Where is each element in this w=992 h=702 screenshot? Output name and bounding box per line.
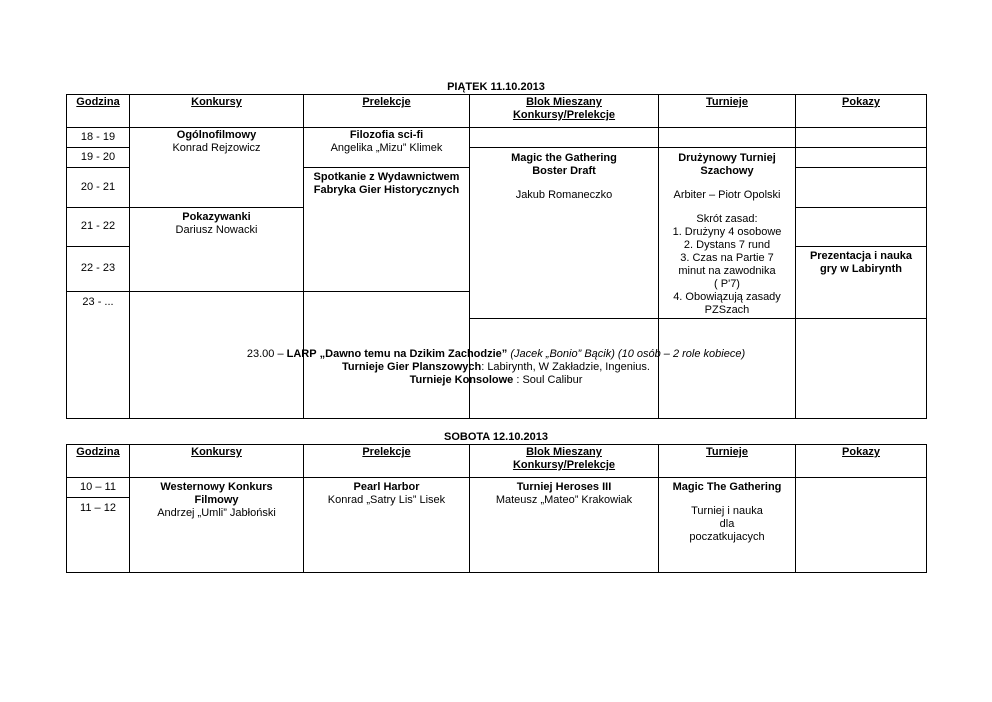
friday-notes bbox=[66, 348, 926, 387]
header-konkursy: Konkursy bbox=[130, 445, 304, 478]
pokazy-empty-cell bbox=[796, 168, 927, 208]
header-prelekcje: Prelekcje bbox=[304, 95, 470, 128]
header-turnieje: Turnieje bbox=[659, 445, 796, 478]
pokazy-empty-cell bbox=[796, 148, 927, 168]
konkurs-pokazywanki: Pokazywanki Dariusz Nowacki bbox=[130, 207, 304, 291]
saturday-schedule-table bbox=[66, 444, 927, 573]
blok-empty-cell bbox=[470, 128, 659, 148]
header-konkursy: Konkursy bbox=[130, 95, 304, 128]
turniej-magic: Magic The Gathering Turniej i nauka dla poczatkujacych bbox=[659, 478, 796, 573]
hour-cell: 22 - 23 bbox=[67, 247, 130, 292]
table-header-row bbox=[67, 445, 927, 478]
turnieje-empty-cell bbox=[659, 128, 796, 148]
header-turnieje: Turnieje bbox=[659, 95, 796, 128]
header-blok-mieszany: Blok Mieszany Konkursy/Prelekcje bbox=[470, 95, 659, 128]
table-row bbox=[67, 478, 927, 498]
header-blok-mieszany: Blok Mieszany Konkursy/Prelekcje bbox=[470, 445, 659, 478]
saturday-title: SOBOTA 12.10.2013 bbox=[444, 431, 548, 443]
header-pokazy: Pokazy bbox=[796, 445, 927, 478]
hour-cell: 19 - 20 bbox=[67, 148, 130, 168]
table-row bbox=[67, 128, 927, 148]
friday-title: PIĄTEK 11.10.2013 bbox=[447, 81, 545, 93]
header-godzina: Godzina bbox=[67, 95, 130, 128]
planszowe-note: Turnieje Gier Planszowych: Labirynth, W Zakładzie, Ingenius. bbox=[342, 361, 650, 373]
header-prelekcje: Prelekcje bbox=[304, 445, 470, 478]
konkurs-ogolnofilmowy: Ogólnofilmowy Konrad Rejzowicz bbox=[130, 128, 304, 208]
prelekcja-filozofia: Filozofia sci-fi Angelika „Mizu” Klimek bbox=[304, 128, 470, 168]
hour-cell: 20 - 21 bbox=[67, 168, 130, 208]
pokazy-empty-cell bbox=[796, 478, 927, 573]
prelekcja-pearl-harbor: Pearl Harbor Konrad „Satry Lis” Lisek bbox=[304, 478, 470, 573]
pokaz-labirynth: Prezentacja i nauka gry w Labirynth bbox=[796, 247, 927, 319]
larp-note: 23.00 – LARP „Dawno temu na Dzikim Zachodzie” (Jacek „Bonio” Bącik) (10 osób – 2 role kobiece) bbox=[246, 348, 746, 360]
konsolowe-note: Turnieje Konsolowe : Soul Calibur bbox=[409, 374, 583, 386]
header-godzina: Godzina bbox=[67, 445, 130, 478]
blok-heroses: Turniej Heroses III Mateusz „Mateo” Krakowiak bbox=[470, 478, 659, 573]
hour-cell: 18 - 19 bbox=[67, 128, 130, 148]
hour-cell: 23 - ... bbox=[67, 291, 130, 419]
header-pokazy: Pokazy bbox=[796, 95, 927, 128]
hour-cell: 10 – 11 bbox=[67, 478, 130, 498]
turniej-szachowy: Drużynowy Turniej Szachowy Arbiter – Piotr Opolski Skrót zasad: 1. Drużyny 4 osobowe 2. Dystans 7 rund 3. Czas na Partie 7 minut na zawodnika ( P'7) 4. Obowiązują zasady PZSzach bbox=[659, 148, 796, 319]
pokazy-empty-cell bbox=[796, 128, 927, 148]
hour-cell: 11 – 12 bbox=[67, 498, 130, 573]
prelekcja-spotkanie: Spotkanie z Wydawnictwem Fabryka Gier Historycznych bbox=[304, 168, 470, 292]
pokazy-empty-cell bbox=[796, 207, 927, 247]
blok-magic-draft: Magic the Gathering Boster Draft Jakub Romaneczko bbox=[470, 148, 659, 319]
table-header-row bbox=[67, 95, 927, 128]
konkurs-westernowy: Westernowy Konkurs Filmowy Andrzej „Umli” Jabłoński bbox=[130, 478, 304, 573]
hour-cell: 21 - 22 bbox=[67, 207, 130, 247]
